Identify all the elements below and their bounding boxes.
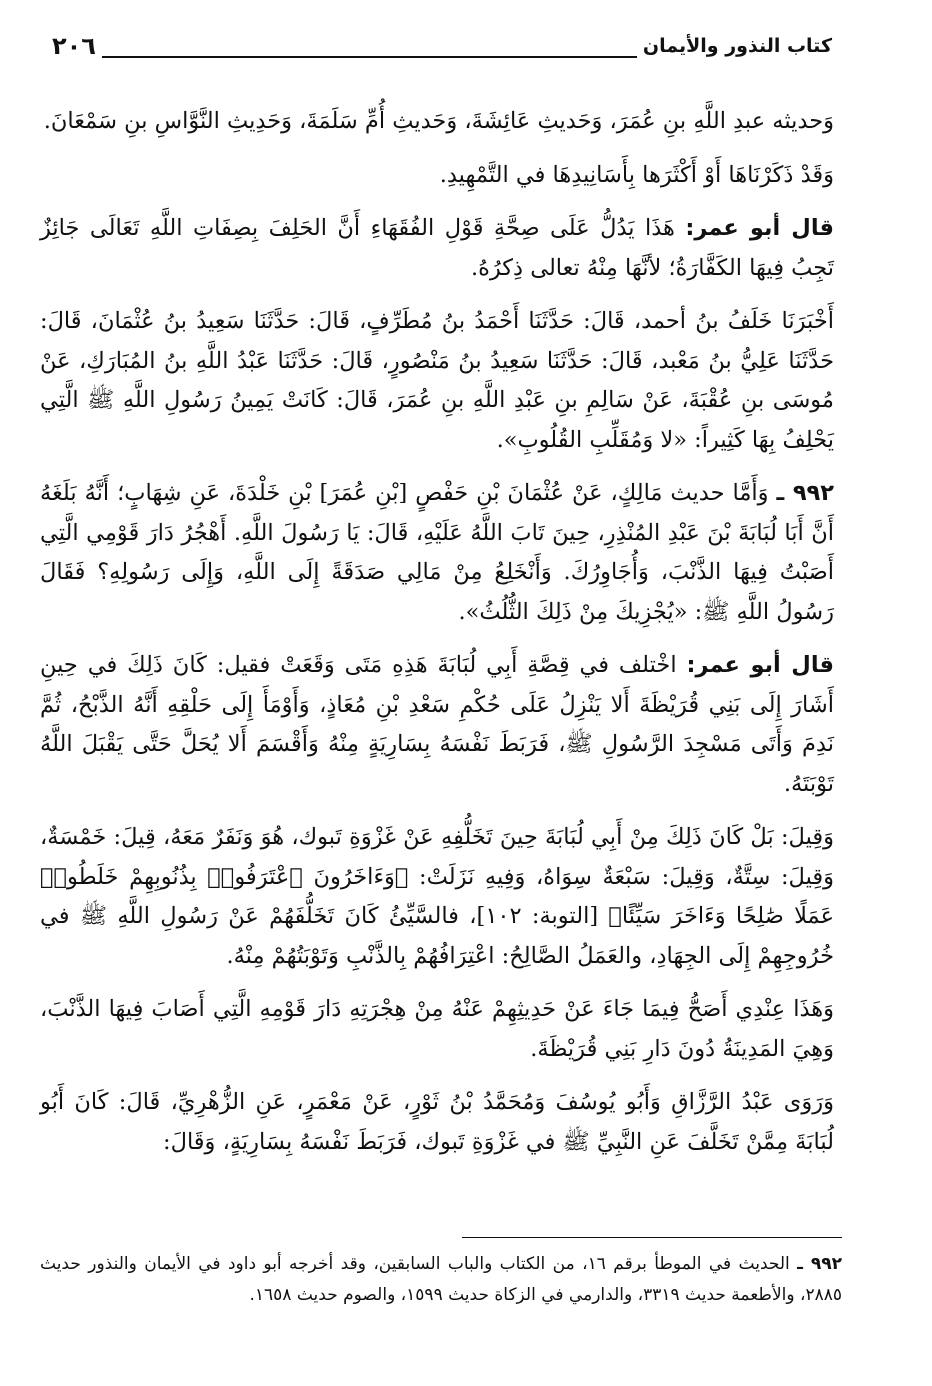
paragraph-text: وَرَوَى عَبْدُ الرَّزَّاقِ وَأَبُو يُوسُفَ وَمُحَمَّدُ بْنُ ثَوْرٍ، عَنْ مَعْمَرٍ، عَنِ الزُّهْرِيِّ، قَالَ: كَانَ أَبُو لُبَابَةَ مِمَّنْ تَخَلَّفَ عَنِ النَّبِيِّ ﷺ في غَزْوَةِ تَبوك، فَرَبَطَ نَفْسَهُ بِسَارِيَةٍ، وَقَالَ: (40, 1089, 834, 1155)
body-text (40, 102, 834, 1176)
footnote-rule (462, 1237, 842, 1238)
paragraph (40, 646, 834, 804)
paragraph-text: وَهَذَا عِنْدِي أَصَحُّ فِيمَا جَاءَ عَنْ حَدِيثِهِمْ عَنْهُ مِنْ هِجْرَتِهِ دَارَ قَوْمِهِ الَّتِي أَصَابَ فِيهَا الذَّنْبَ، وَهِيَ المَدِينَةُ دُونَ دَارِ بَنِي قُرَيْظَةَ. (40, 996, 834, 1062)
paragraph-text: هَذَا يَدُلُّ عَلَى صِحَّةِ قَوْلِ الفُقَهَاءِ أَنَّ الحَلِفَ بِصِفَاتِ اللَّهِ تَعَالَى جَائِزٌ تَجِبُ فِيهَا الكَفَّارَةُ؛ لأنَّهَا مِنْهُ تعالى ذِكرُهُ. (40, 215, 834, 281)
paragraph-text: وَقِيلَ: بَلْ كَانَ ذَلِكَ مِنْ أَبِي لُبَابَةَ حِينَ تَخَلُّفِهِ عَنْ غَزْوَةِ تَبوك، هُوَ وَنَفَرٌ مَعَهُ، قِيلَ: خَمْسَةٌ، وَقِيلَ: سِتَّةٌ، وَقِيلَ: سَبْعَةٌ سِوَاهُ، وَفِيهِ نَزَلَتْ: ﴿وَءَاخَرُونَ ٱعْتَرَفُوا۟ بِذُنُوبِهِمْ خَلَطُوا۟ عَمَلًا صَٰلِحًا وَءَاخَرَ سَيِّئًا﴾ [التوبة: ١٠٢]، فالسَّيِّئُ كَانَ تَخَلُّفَهُمْ عَنْ رَسُولِ اللَّهِ ﷺ في خُرُوجِهِمْ إِلَى الجِهَادِ، والعَمَلُ الصَّالِحُ: اعْتِرَافُهُمْ بِالذَّنْبِ وَتَوْبَتُهُمْ مِنْهُ. (40, 824, 834, 969)
paragraph-text: وَقَدْ ذَكَرْنَاهَا أَوْ أَكْثَرَها بِأَسَانِيدِهَا في التَّمْهِيدِ. (439, 161, 834, 188)
footnote-text: الحديث في الموطأ برقم ١٦، من الكتاب والباب السابقين، وقد أخرجه أبو داود في الأيمان والنذور حديث ٢٨٨٥، والأطعمة حديث ٣٣١٩، والدارمي في الزكاة حديث ١٥٩٩، والصوم حديث ١٦٥٨. (40, 1254, 842, 1305)
paragraph (40, 818, 834, 976)
paragraph-lead: قال أبو عمر: (685, 215, 835, 241)
paragraph (40, 102, 834, 142)
paragraph-text: أَخْبَرَنَا خَلَفُ بنُ أحمد، قَالَ: حَدَّثَنَا أَحْمَدُ بنُ مُطَرِّفٍ، قَالَ: حَدَّثَنَا سَعِيدُ بنُ عُثْمَانَ، قَالَ: حَدَّثَنَا عَلِيُّ بنُ مَعْبد، قَالَ: حَدَّثَنَا سَعِيدُ بنُ مَنْصُورٍ، قَالَ: حَدَّثَنَا عَبْدُ اللَّهِ بنُ المُبَارَكِ، عَنْ مُوسَى بنِ عُقْبَةَ، عَنْ سَالِمِ بنِ عَبْدِ اللَّهِ بنِ عُمَرَ، قَالَ: كَانَتْ يَمِينُ رَسُولِ اللَّهِ ﷺ الَّتِي يَحْلِفُ بِهَا كَثِيراً: «لا وَمُقَلِّبِ القُلُوبِ». (40, 308, 834, 453)
paragraph-text: وَحديثه عبدِ اللَّهِ بنِ عُمَرَ، وَحَديثِ عَائِشَةَ، وَحَديثِ أُمِّ سَلَمَةَ، وَحَدِيثِ النَّوَّاسِ بنِ سَمْعَانَ. (43, 108, 834, 134)
paragraph-text: اخْتلف في قِصَّةِ أَبِي لُبَابَةَ هَذِهِ مَتَى وَقَعَتْ فقيل: كَانَ ذَلِكَ في حِينِ أَشَارَ إِلَى بَنِي قُرَيْظَةَ أَلا يَنْزِلُ عَلَى حُكْمِ سَعْدِ بْنِ مُعَاذٍ، وَأَوْمَأَ إِلَى حَلْقِهِ أَنَّهُ الذَّبْحُ، ثُمَّ نَدِمَ وَأَتَى مَسْجِدَ الرَّسُولِ ﷺ، فَرَبَطَ نَفْسَهُ بِسَارِيَةٍ مِنْهُ وَأَقْسَمَ أَلا يُحَلَّ حَتَّى يَقْبَلَ اللَّهُ تَوْبَتَهُ. (40, 652, 834, 797)
footnote (40, 1249, 842, 1311)
paragraph (40, 1083, 834, 1162)
paragraph (40, 990, 834, 1069)
paragraph-lead: ٩٩٢ ـ (776, 480, 835, 506)
page-number: ٢٠٦ (52, 32, 96, 60)
book-title: كتاب النذور والأيمان (642, 35, 832, 57)
footnote-number: ٩٩٢ ـ (797, 1254, 843, 1274)
paragraph-lead: قال أبو عمر: (686, 652, 835, 678)
header-rule (102, 56, 637, 58)
page-header (40, 28, 842, 64)
paragraph (40, 156, 834, 196)
paragraph-text: وَأَمَّا حديث مَالِكٍ، عَنْ عُثْمَانَ بْنِ حَفْصٍ [بْنِ عُمَرَ] بْنِ خَلْدَةَ، عَنِ شِهَابٍ؛ أَنَّهُ بَلَغَهُ أَنَّ أَبَا لُبَابَةَ بْنَ عَبْدِ المُنْذِرِ، حِينَ تَابَ اللَّهُ عَلَيْهِ، قَالَ: يَا رَسُولَ اللَّهِ. أَهْجُرُ دَارَ قَوْمِي الَّتِي أَصَبْتُ فِيهَا الذَّنْبَ، وَأُجَاوِرُكَ. وَأَنْخَلِعُ مِنْ مَالِي صَدَقَةً إِلَى اللَّهِ، وَإِلَى رَسُولِهِ؟ فَقَالَ رَسُولُ اللَّهِ ﷺ: «يُجْزِيكَ مِنْ ذَلِكَ الثُّلُثُ». (40, 480, 834, 625)
paragraph (40, 302, 834, 460)
paragraph (40, 209, 834, 288)
paragraph (40, 474, 834, 632)
